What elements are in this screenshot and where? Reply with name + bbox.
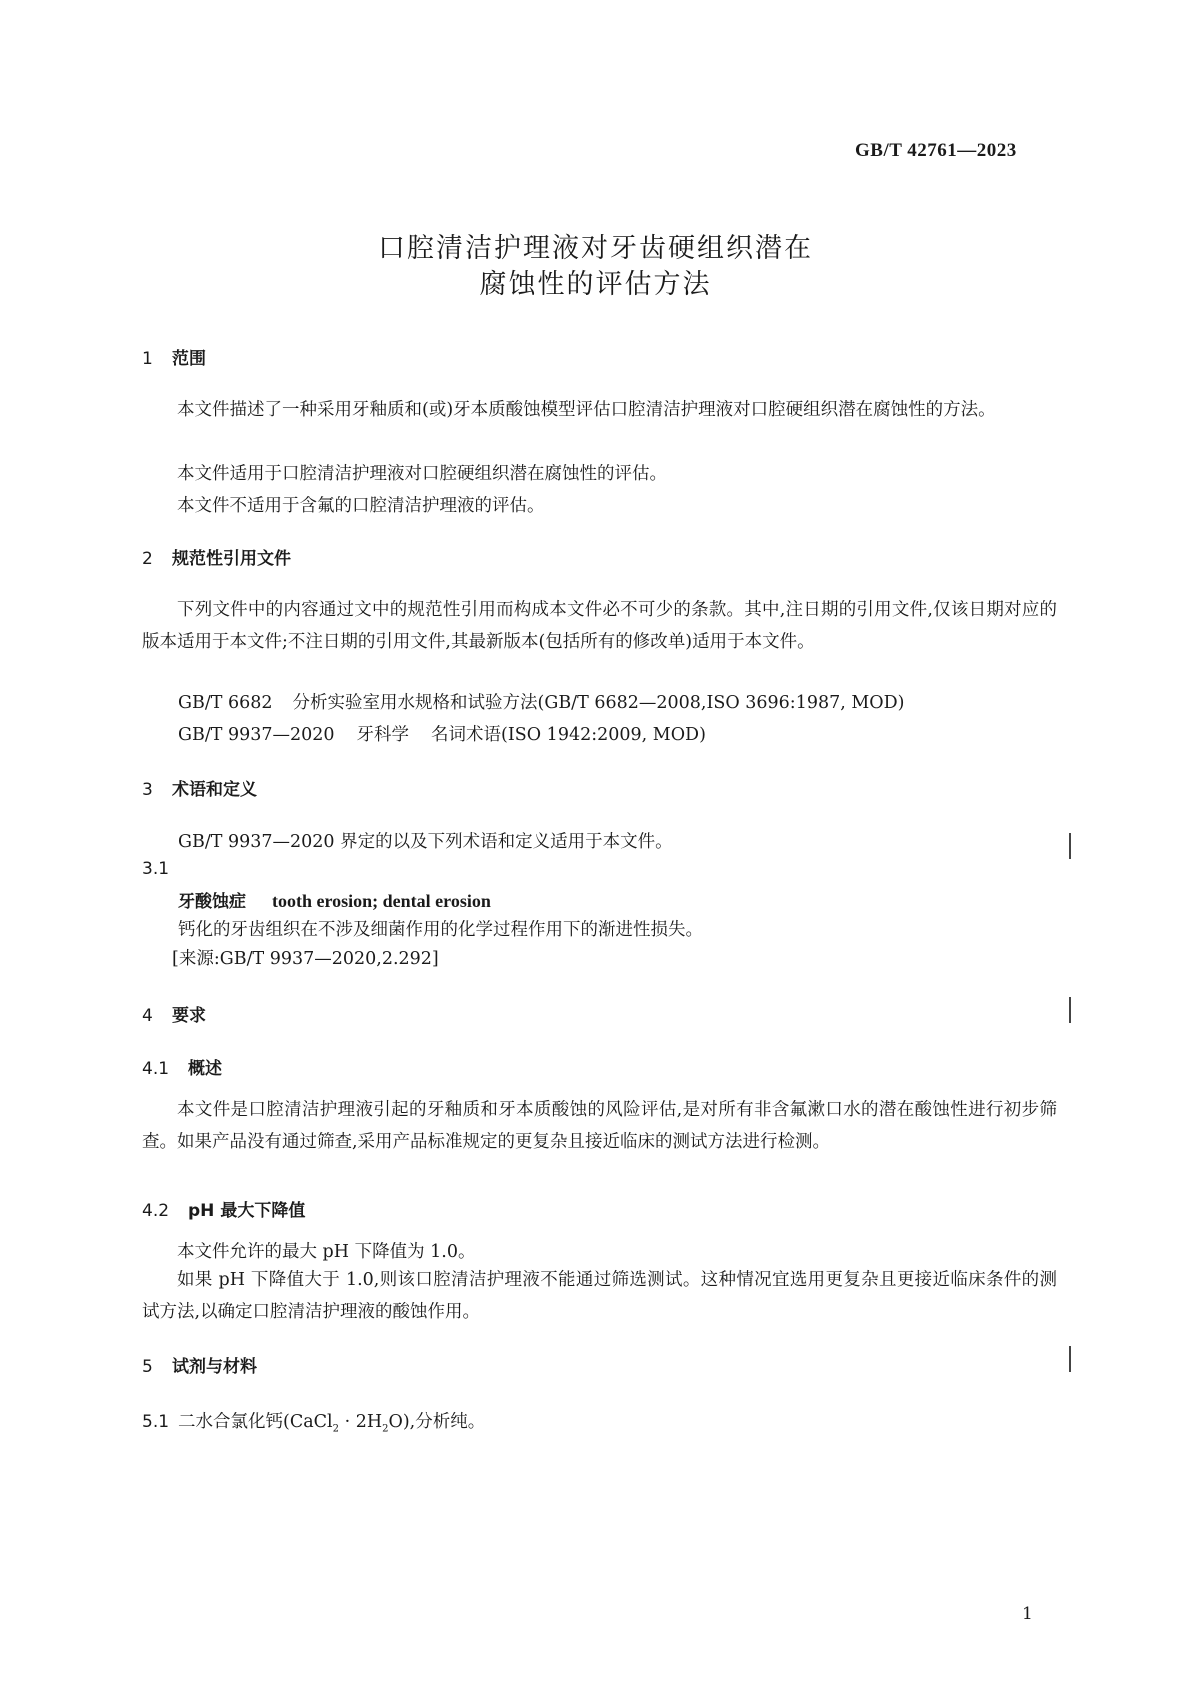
term-source: [来源:GB/T 9937—2020,2.292] <box>172 949 439 969</box>
reference-text: 分析实验室用水规格和试验方法(GB/T 6682—2008,ISO 3696:1987, MOD) <box>292 693 905 713</box>
section-title: 范围 <box>172 349 206 369</box>
title-line-1: 口腔清洁护理液对牙齿硬组织潜在 <box>378 233 813 264</box>
reagent-text <box>178 1412 486 1435</box>
change-bar <box>1069 997 1071 1023</box>
reference-title: 牙科学 <box>356 725 410 745</box>
reference-1 <box>178 689 904 714</box>
scope-paragraph-3: 本文件不适用于含氟的口腔清洁护理液的评估。 <box>177 496 545 516</box>
term-chinese: 牙酸蚀症 <box>178 892 246 912</box>
change-bar <box>1069 1346 1071 1372</box>
subscript: 2 <box>332 1423 340 1435</box>
term-definition: 钙化的牙齿组织在不涉及细菌作用的化学过程作用下的渐进性损失。 <box>178 920 703 940</box>
subscript: 2 <box>382 1423 389 1435</box>
clause-number: 5.1 <box>142 1412 170 1432</box>
section-1-heading <box>142 344 206 369</box>
ph-paragraph-1: 本文件允许的最大 pH 下降值为 1.0。 <box>177 1242 476 1262</box>
section-2-heading <box>142 544 291 569</box>
section-3-heading <box>142 775 257 800</box>
reference-2 <box>178 721 706 746</box>
reagent-formula-part: · 2H <box>339 1412 383 1432</box>
section-title: 要求 <box>172 1006 206 1026</box>
subsection-4-1-heading <box>142 1054 222 1079</box>
overview-paragraph: 本文件是口腔清洁护理液引起的牙釉质和牙本质酸蚀的风险评估,是对所有非含氟漱口水的潜在酸蚀性进行初步筛查。如果产品没有通过筛查,采用产品标准规定的更复杂且接近临床的测试方法进行检测。 <box>142 1100 1057 1152</box>
normative-refs-paragraph: 下列文件中的内容通过文中的规范性引用而构成本文件必不可少的条款。其中,注日期的引用文件,仅该日期对应的版本适用于本文件;不注日期的引用文件,其最新版本(包括所有的修改单)适用于本文件。 <box>142 600 1057 652</box>
reference-text: 名词术语(ISO 1942:2009, MOD) <box>431 725 706 745</box>
section-4-heading <box>142 1001 206 1026</box>
page-number: 1 <box>1022 1604 1033 1624</box>
terms-intro: GB/T 9937—2020 界定的以及下列术语和定义适用于本文件。 <box>178 832 673 852</box>
subsection-title: pH 最大下降值 <box>188 1201 306 1221</box>
reference-code: GB/T 6682 <box>178 693 273 713</box>
title-line-2: 腐蚀性的评估方法 <box>479 269 712 300</box>
section-title: 试剂与材料 <box>172 1357 257 1377</box>
scope-paragraph-2: 本文件适用于口腔清洁护理液对口腔硬组织潜在腐蚀性的评估。 <box>177 464 667 484</box>
term-entry <box>178 887 491 912</box>
document-number: GB/T 42761—2023 <box>855 140 1017 161</box>
term-english: tooth erosion; dental erosion <box>272 891 491 911</box>
scope-paragraph-1: 本文件描述了一种采用牙釉质和(或)牙本质酸蚀模型评估口腔清洁护理液对口腔硬组织潜在腐蚀性的方法。 <box>177 400 996 420</box>
term-number: 3.1 <box>142 859 170 879</box>
reagent-5-1 <box>142 1408 485 1435</box>
section-number: 3 <box>142 780 153 800</box>
reference-code: GB/T 9937—2020 <box>178 725 335 745</box>
subsection-title: 概述 <box>188 1059 222 1079</box>
subsection-number: 4.1 <box>142 1059 170 1079</box>
subsection-4-2-heading <box>142 1196 305 1221</box>
ph-paragraph-2: 如果 pH 下降值大于 1.0,则该口腔清洁护理液不能通过筛选测试。这种情况宜选用更复杂且更接近临床条件的测试方法,以确定口腔清洁护理液的酸蚀作用。 <box>142 1270 1057 1322</box>
change-bar <box>1069 833 1071 859</box>
section-title: 规范性引用文件 <box>172 549 291 569</box>
section-number: 2 <box>142 549 153 569</box>
section-5-heading <box>142 1352 257 1377</box>
subsection-number: 4.2 <box>142 1201 170 1221</box>
section-title: 术语和定义 <box>172 780 257 800</box>
section-number: 1 <box>142 349 153 369</box>
section-number: 5 <box>142 1357 153 1377</box>
section-number: 4 <box>142 1006 153 1026</box>
reagent-formula-part: 二水合氯化钙(CaCl <box>178 1412 333 1432</box>
reagent-formula-part: O),分析纯。 <box>388 1412 486 1432</box>
